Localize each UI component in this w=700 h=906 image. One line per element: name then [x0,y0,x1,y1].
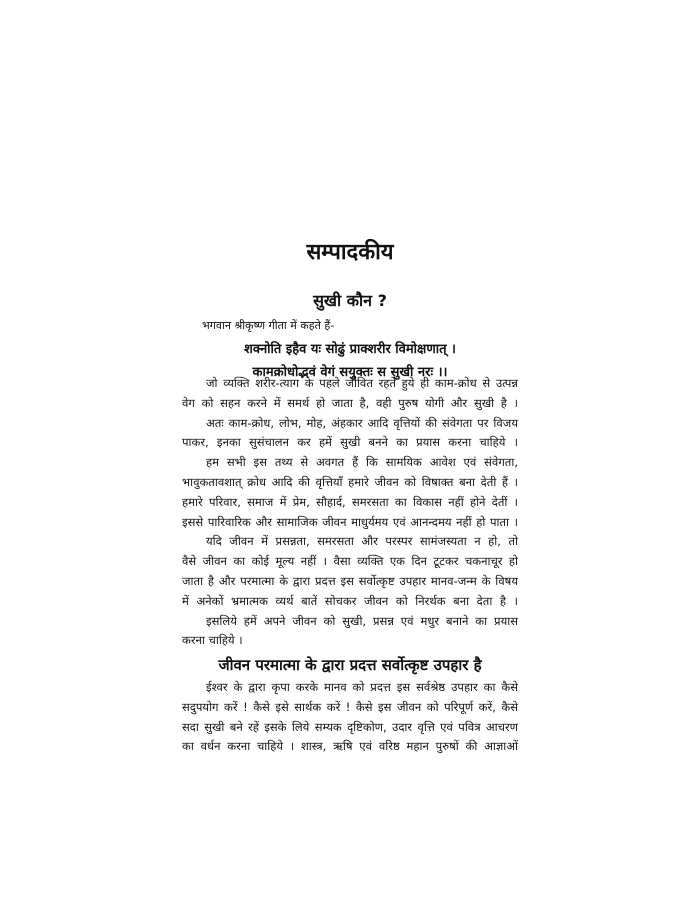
body-line: अतः काम-क्रोध, लोभ, मोह, अंहकार आदि वृत्तियों की संवेगता पर विजय [206,415,518,430]
body-line: जाता है और परमात्मा के द्वारा प्रदत्त इस सर्वोत्कृष्ट उपहार मानव-जन्म के विषय [182,573,518,588]
body-line: सदा सुखी बने रहें इसके लिये सम्यक दृष्टिकोण, उदार वृत्ति एवं पवित्र आचरण [182,719,518,734]
body-line: ईश्वर के द्वारा कृपा करके मानव को प्रदत्त इस सर्वश्रेष्ठ उपहार का कैसे [206,680,518,694]
body-paragraphs [182,374,518,651]
body-line: वेग को सहन करने में समर्थ हो जाता है, वही पुरुष योगी और सुखी है । [182,395,518,410]
body-line: का वर्धन करना चाहिये । शास्त्र, ऋषि एवं वरिष्ठ महान पुरुषों की आज्ञाओं [182,739,518,754]
body-line: इससे पारिवारिक और सामाजिक जीवन माधुर्यमय एवं आनन्दमय नहीं हो पाता । [182,514,518,529]
body-line: जो व्यक्ति शरीर-त्याग के पहले जीवित रहते हुये ही काम-क्रोध से उत्पन्न [206,376,518,390]
page-title: सम्पादकीय [306,240,394,265]
section-heading: जीवन परमात्मा के द्वारा प्रदत्त सर्वोत्कृष्ट उपहार है [218,656,482,674]
body-line: हम सभी इस तथ्य से अवगत हैं कि सामयिक आवेश एवं संवेगता, [206,455,518,470]
body-line: पाकर, इनका सुसंचालन कर हमें सुखी बनने का प्रयास करना चाहिये । [182,435,518,450]
body-line: वैसे जीवन का कोई मूल्य नहीं । वैसा व्यक्ति एक दिन टूटकर चकनाचूर हो [182,554,518,569]
section-subtitle: सुखी कौन ? [313,291,387,310]
verse-line-1: शक्नोति इहैव यः सोढुं प्राक्शरीर विमोक्षणात् । [244,342,456,357]
body-line: भावुकतावशात् क्रोध आदि की वृत्तियाँ हमारे जीवन को विषाक्त बना देती हैं । [182,474,518,489]
body-line: इसलिये हमें अपने जीवन को सुखी, प्रसन्न एवं मधुर बनाने का प्रयास [206,613,518,628]
body-line: सदुपयोग करें ! कैसे इसे सार्थक करें ! कैसे इस जीवन को परिपूर्ण करें, कैसे [182,699,518,714]
body-line: हमारे परिवार, समाज में प्रेम, सौहार्द, समरसता का विकास नहीं होने देतीं । [182,494,518,509]
section-paragraph [182,678,518,757]
body-line: करना चाहिये । [182,633,243,648]
body-line: में अनेकों भ्रमात्मक व्यर्थ बातें सोचकर जीवन को निरर्थक बना देता है । [182,593,518,608]
intro-line: भगवान श्रीकृष्ण गीता में कहते हैं- [202,319,335,332]
verse-line-2: कामक्रोधोद्भवं वेगं सयुक्तः स सुखी नरः ।। [252,365,448,380]
body-line: यदि जीवन में प्रसन्नता, समरसता और परस्पर सामंजस्यता न हो, तो [206,534,518,549]
